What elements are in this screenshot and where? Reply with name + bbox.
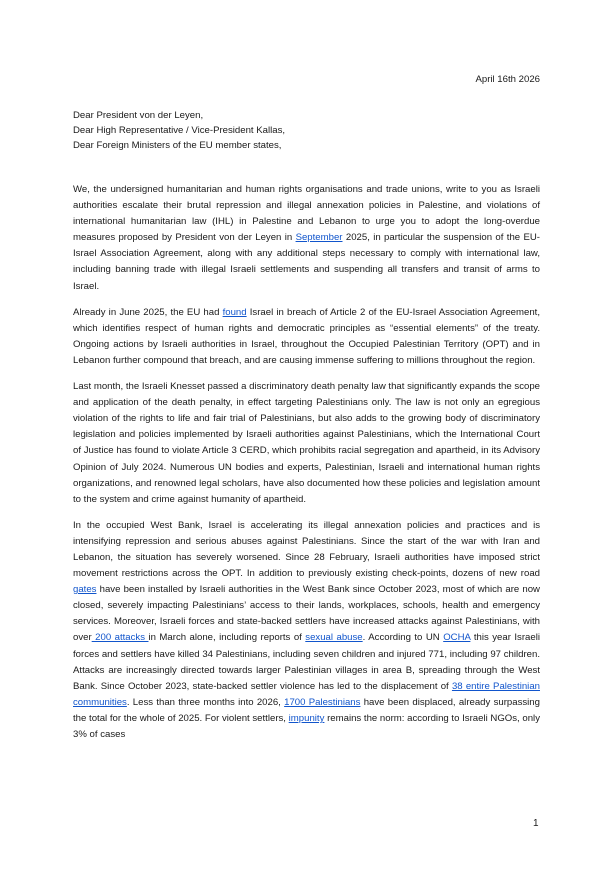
paragraph-text: have been displaced, already surpassing the total for the whole of 2025. For violent settlers,: [73, 696, 540, 724]
paragraph-text: . According to UN: [362, 632, 444, 644]
body-paragraph: [73, 182, 540, 295]
page-number: 1: [533, 818, 539, 829]
body-paragraph: [73, 305, 540, 369]
paragraph-text: 2025, in particular the suspension of the EU-Israel Association Agreement, along with any additional steps necessary to comply with international law, including banning trade with illegal Israeli settlements and suspending all transfers and transit of arms to Israel.: [73, 232, 540, 292]
hyperlink[interactable]: OCHA: [443, 632, 471, 644]
body-paragraph: [73, 379, 540, 508]
paragraph-text: Last month, the Israeli Knesset passed a discriminatory death penalty law that significantly expands the scope and application of the death penalty, in effect targeting Palestinians only. The law is not only an egregious violation of the rights to life and fair trial of Palestinians, but also adds to the growing body of discriminatory legislation and policies implemented by Israeli authorities against Palestinians, which the International Court of Justice has found to violate Article 3 CERD, which prohibits racial segregation and apartheid, in its Advisory Opinion of July 2024. Numerous UN bodies and experts, Palestinian, Israeli and international human rights organizations, and renowned legal scholars, have also documented how these policies and legislation amount to the system and crime against humanity of apartheid.: [73, 381, 540, 505]
paragraph-text: In the occupied West Bank, Israel is accelerating its illegal annexation policies and practices and is intensifying repression and serious abuses against Palestinians. Since the start of the war with Iran and Lebanon, the situation has severely worsened. Since 28 February, Israeli authorities have imposed strict movement restrictions across the OPT. In addition to previously existing check-points, dozens of new road: [73, 519, 540, 580]
letter-date: April 16th 2026: [475, 74, 540, 85]
paragraph-text: in March alone, including reports of: [148, 632, 306, 644]
paragraph-text: this year Israeli forces and settlers have killed 34 Palestinians, including seven children and injured 771, including 97 children. Attacks are increasingly directed towards larger Palestinian villages in area B, spreading through the West Bank. Since October 2023, state-backed settler violence has led to the displacement of: [73, 632, 540, 692]
hyperlink[interactable]: found: [222, 306, 247, 318]
hyperlink[interactable]: impunity: [288, 712, 325, 724]
paragraph-text: . Less than three months into 2026,: [126, 696, 285, 708]
paragraph-text: remains the norm: according to Israeli NGOs, only 3% of cases: [73, 712, 540, 740]
hyperlink[interactable]: 1700 Palestinians: [284, 696, 361, 708]
hyperlink[interactable]: 38 entire Palestinian communities: [73, 680, 540, 708]
hyperlink[interactable]: gates: [73, 584, 97, 596]
body-paragraph: [73, 518, 540, 743]
paragraph-text: Israel in breach of Article 2 of the EU-Israel Association Agreement, which identifies respect of human rights and democratic principles as “essential elements” of the treaty. Ongoing actions by Israeli authorities in Israel, throughout the Occupied Palestinian Territory (OPT) and in Lebanon further compound that breach, and are causing immense suffering to millions throughout the region.: [73, 306, 540, 366]
salutation-line: Dear Foreign Ministers of the EU member states,: [73, 140, 282, 151]
salutation-line: Dear High Representative / Vice-President Kallas,: [73, 125, 286, 136]
hyperlink[interactable]: September: [295, 232, 343, 244]
paragraph-text: Already in June 2025, the EU had: [73, 306, 223, 318]
paragraph-text: have been installed by Israeli authorities in the West Bank since October 2023, most of which are now closed, severely impacting Palestinians’ access to their lands, workplaces, schools, health and emergency services. Moreover, Israeli forces and state-backed settlers have increased attacks against Palestinians, with over: [73, 584, 540, 644]
hyperlink[interactable]: 200 attacks: [91, 632, 149, 644]
salutation-line: Dear President von der Leyen,: [73, 110, 204, 121]
salutation-block: [73, 108, 543, 153]
letter-body: [73, 182, 540, 753]
hyperlink[interactable]: sexual abuse: [305, 632, 363, 644]
paragraph-text: We, the undersigned humanitarian and human rights organisations and trade unions, write to you as Israeli authorities escalate their brutal repression and illegal annexation policies in Palestine, and violations of international humanitarian law (IHL) in Palestine and Lebanon to urge you to adopt the long-overdue measures proposed by President von der Leyen in: [73, 184, 540, 244]
